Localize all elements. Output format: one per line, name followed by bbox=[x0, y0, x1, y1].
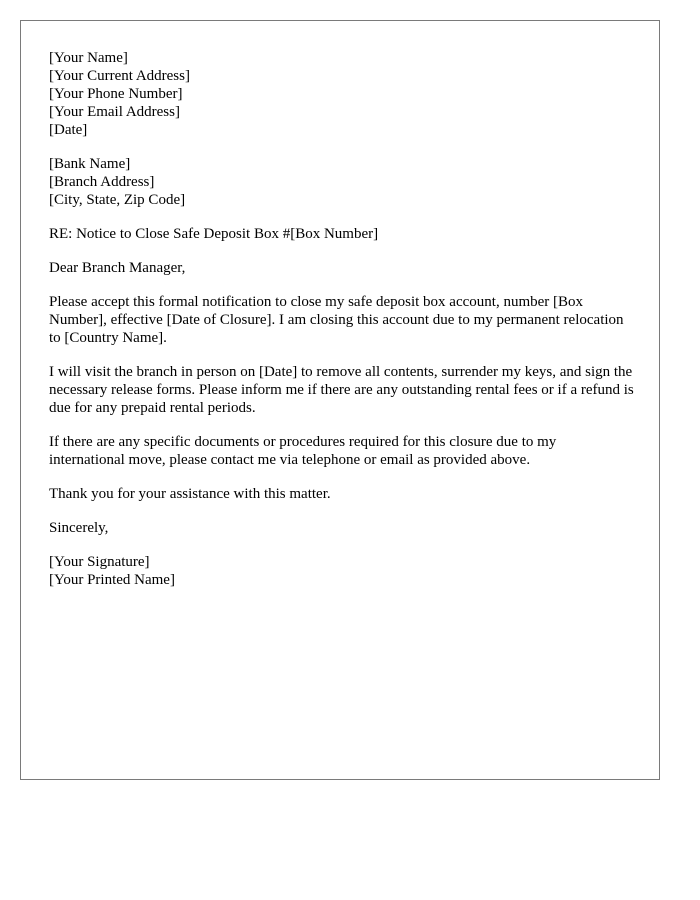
closing-text: Sincerely, bbox=[49, 520, 109, 536]
sender-phone: [Your Phone Number] bbox=[49, 86, 183, 102]
paragraph-text: I will visit the branch in person on [Date] to remove all contents, surrender my keys, and sign the necessary release forms. Please inform me if there are any outstanding rental fees or if a refund is due for any prepaid rental periods. bbox=[49, 364, 634, 416]
salutation-text: Dear Branch Manager, bbox=[49, 260, 186, 276]
subject-text: RE: Notice to Close Safe Deposit Box #[Box Number] bbox=[49, 226, 379, 242]
recipient-bank: [Bank Name] bbox=[49, 156, 131, 172]
letter-page bbox=[20, 20, 660, 780]
subject-line bbox=[49, 225, 634, 243]
paragraph-text: Please accept this formal notification to close my safe deposit box account, number [Box Number], effective [Date of Closure]. I am closing this account due to my permanent relocation to [Country Name]. bbox=[49, 294, 624, 346]
sender-name: [Your Name] bbox=[49, 50, 128, 66]
recipient-branch-address: [Branch Address] bbox=[49, 174, 155, 190]
recipient-block bbox=[49, 155, 634, 209]
paragraph-text: If there are any specific documents or procedures required for this closure due to my international move, please contact me via telephone or email as provided above. bbox=[49, 434, 557, 468]
sender-address: [Your Current Address] bbox=[49, 68, 190, 84]
printed-name: [Your Printed Name] bbox=[49, 572, 175, 588]
letter-date: [Date] bbox=[49, 122, 88, 138]
signature-block bbox=[49, 553, 634, 589]
body-paragraph-2 bbox=[49, 363, 634, 417]
recipient-city-state-zip: [City, State, Zip Code] bbox=[49, 192, 186, 208]
paragraph-text: Thank you for your assistance with this matter. bbox=[49, 486, 331, 502]
sender-block bbox=[49, 49, 634, 139]
body-paragraph-1 bbox=[49, 293, 634, 347]
signature-line: [Your Signature] bbox=[49, 554, 150, 570]
letter-content bbox=[49, 49, 634, 605]
body-paragraph-4 bbox=[49, 485, 634, 503]
salutation bbox=[49, 259, 634, 277]
closing bbox=[49, 519, 634, 537]
body-paragraph-3 bbox=[49, 433, 634, 469]
sender-email: [Your Email Address] bbox=[49, 104, 180, 120]
